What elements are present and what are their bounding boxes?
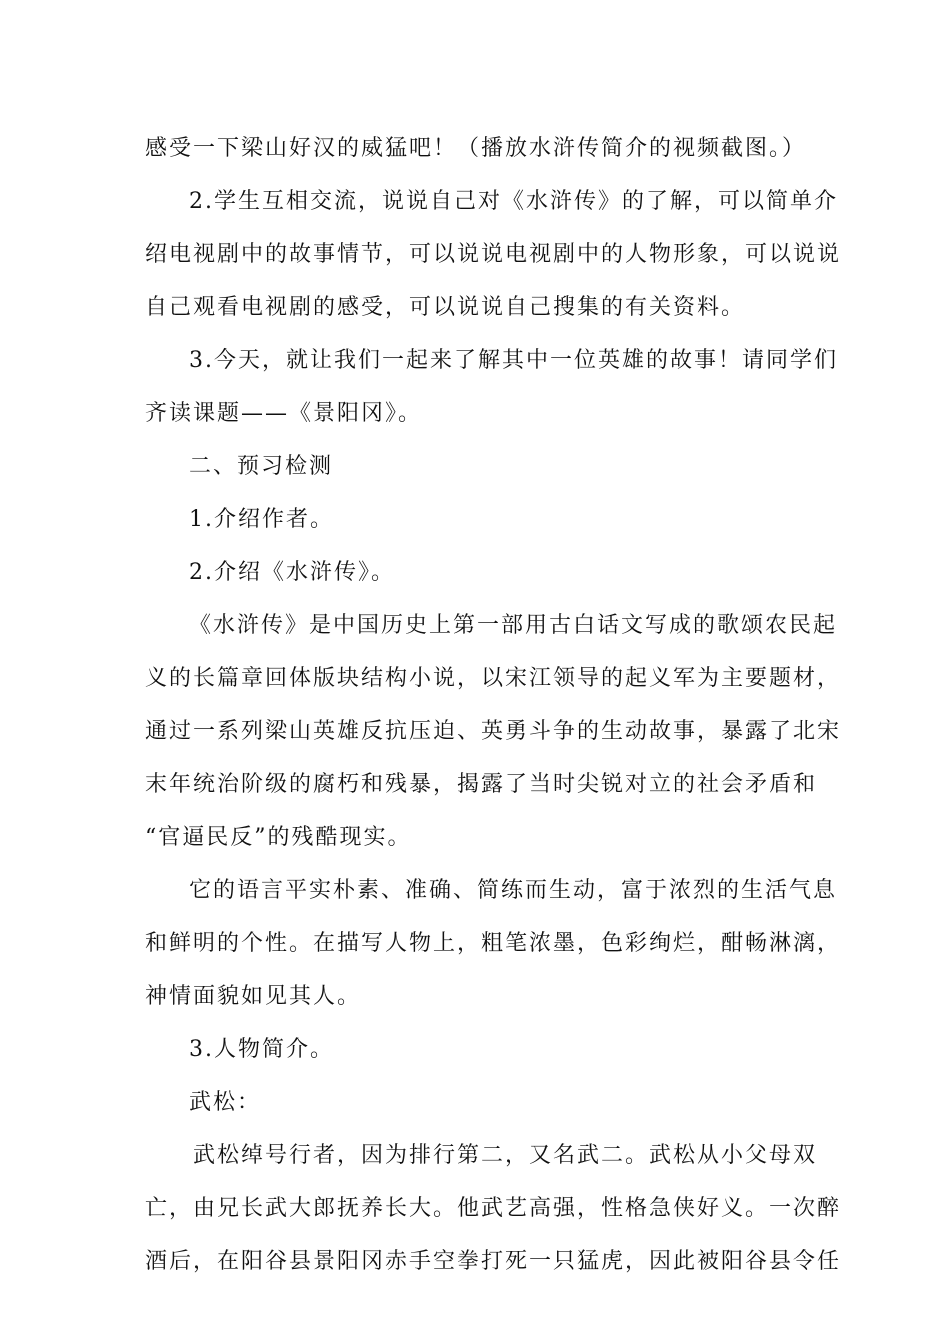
section-heading: 二、预习检测	[189, 454, 334, 479]
document-body	[145, 122, 842, 1288]
text-line: 义的长篇章回体版块结构小说，以宋江领导的起义军为主要题材，	[145, 666, 842, 691]
text-line: 武松：	[189, 1090, 262, 1115]
text-line: 2.介绍《水浒传》。	[189, 560, 395, 585]
text-line: “官逼民反”的残酷现实。	[145, 825, 412, 850]
text-line: 3.人物简介。	[189, 1037, 334, 1062]
text-line: 3.今天，就让我们一起来了解其中一位英雄的故事！请同学们	[189, 348, 838, 373]
text-line: 2.学生互相交流，说说自己对《水浒传》的了解，可以简单介	[189, 189, 838, 214]
text-line: 和鲜明的个性。在描写人物上，粗笔浓墨，色彩绚烂，酣畅淋漓，	[145, 931, 842, 956]
text-line: 酒后，在阳谷县景阳冈赤手空拳打死一只猛虎，因此被阳谷县令任	[145, 1249, 842, 1274]
text-line: 绍电视剧中的故事情节，可以说说电视剧中的人物形象，可以说说	[145, 242, 842, 267]
text-line: 通过一系列梁山英雄反抗压迫、英勇斗争的生动故事，暴露了北宋	[145, 719, 842, 744]
text-line: 神情面貌如见其人。	[145, 984, 362, 1009]
text-line: 齐读课题——《景阳冈》。	[145, 401, 423, 426]
text-line: 武松绰号行者，因为排行第二，又名武二。武松从小父母双	[193, 1143, 818, 1168]
text-line: 末年统治阶级的腐朽和残暴，揭露了当时尖锐对立的社会矛盾和	[145, 772, 818, 797]
text-line: 亡，由兄长武大郎抚养长大。他武艺高强，性格急侠好义。一次醉	[145, 1196, 842, 1221]
text-line: 自己观看电视剧的感受，可以说说自己搜集的有关资料。	[145, 295, 746, 320]
text-line: 感受一下梁山好汉的威猛吧！（播放水浒传简介的视频截图。）	[145, 136, 807, 161]
text-line: 它的语言平实朴素、准确、简练而生动，富于浓烈的生活气息	[189, 878, 838, 903]
text-line: 《水浒传》是中国历史上第一部用古白话文写成的歌颂农民起	[189, 613, 838, 638]
text-line: 1.介绍作者。	[189, 507, 334, 532]
